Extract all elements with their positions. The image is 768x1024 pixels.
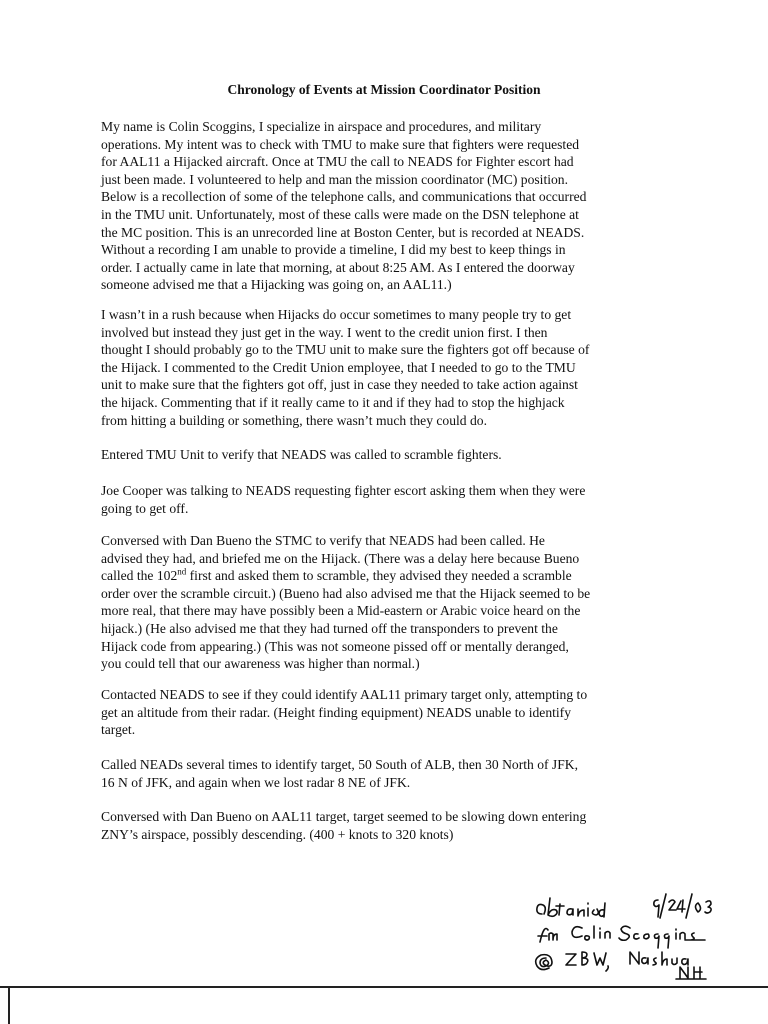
paragraph-line: Called NEADs several times to identify target, 50 South of ALB, then 30 North of JFK,: [101, 757, 578, 772]
paragraph-line: going to get off.: [101, 500, 189, 516]
page-edge-mark: [8, 988, 10, 1024]
paragraph-line: I wasn’t in a rush because when Hijacks do occur sometimes to many people try to get: [101, 307, 572, 322]
paragraph-line: operations. My intent was to check with TMU to make sure that fighters were requested: [101, 136, 580, 152]
paragraph-1: [101, 118, 661, 294]
paragraph-line: Conversed with Dan Bueno the STMC to verify that NEADS had been called. He: [101, 533, 545, 548]
paragraph-8: [101, 808, 661, 843]
page-edge-line: [0, 986, 768, 988]
paragraph-line: 16 N of JFK, and again when we lost radar 8 NE of JFK.: [101, 774, 411, 790]
paragraph-line: the hijack. Commenting that if it really came to it and if they had to stop the highjack: [101, 394, 565, 410]
paragraph-line: Below is a recollection of some of the telephone calls, and communications that occurred: [101, 189, 587, 205]
paragraph-line: Joe Cooper was talking to NEADS requesting fighter escort asking them when they were: [101, 483, 586, 498]
document-title: Chronology of Events at Mission Coordinator Position: [227, 82, 541, 97]
paragraph-line: target.: [101, 722, 136, 738]
paragraph-line: order. I actually came in late that morning, at about 8:25 AM. As I entered the doorway: [101, 259, 575, 275]
paragraph-line: involved but instead they just get in the way. I went to the credit union first. I then: [101, 324, 548, 340]
paragraph-4: [101, 482, 661, 517]
paragraph-line: in the TMU unit. Unfortunately, most of these calls were made on the DSN telephone at: [101, 206, 579, 222]
paragraph-line: hijack.) (He also advised me that they had turned off the transponders to prevent the: [101, 620, 558, 636]
paragraph-line: Hijack code from appearing.) (This was not someone pissed off or mentally deranged,: [101, 638, 569, 654]
paragraph-line: Entered TMU Unit to verify that NEADS was called to scramble fighters.: [101, 447, 502, 462]
paragraph-line: someone advised me that a Hijacking was going on, an AAL11.): [101, 277, 452, 293]
paragraph-line: Conversed with Dan Bueno on AAL11 target, target seemed to be slowing down entering: [101, 809, 587, 824]
paragraph-line: called the 102nd first and asked them to scramble, they advised they needed a scramble: [101, 566, 572, 584]
paragraph-line: My name is Colin Scoggins, I specialize in airspace and procedures, and military: [101, 119, 542, 134]
paragraph-line: ZNY’s airspace, possibly descending. (400 + knots to 320 knots): [101, 826, 454, 842]
paragraph-line: you could tell that our awareness was higher than normal.): [101, 656, 420, 672]
paragraph-line: get an altitude from their radar. (Height finding equipment) NEADS unable to identify: [101, 704, 571, 720]
paragraph-line: advised they had, and briefed me on the Hijack. (There was a delay here because Bueno: [101, 550, 580, 566]
paragraph-line: the Hijack. I commented to the Credit Union employee, that I needed to go to the TMU: [101, 359, 576, 375]
paragraph-line: the MC position. This is an unrecorded line at Boston Center, but is recorded at NEADS.: [101, 224, 585, 240]
paragraph-line: Contacted NEADS to see if they could identify AAL11 primary target only, attempting to: [101, 687, 588, 702]
paragraph-line: just been made. I volunteered to help and man the mission coordinator (MC) position.: [101, 171, 568, 187]
paragraph-line: more real, that there may have possibly been a Mid-eastern or Arabic voice heard on the: [101, 603, 581, 619]
paragraph-line: unit to make sure that the fighters got off, just in case they needed to take action against: [101, 377, 578, 393]
paragraph-line: Without a recording I am unable to provide a timeline, I did my best to keep things in: [101, 242, 566, 258]
paragraph-line: from hitting a building or something, there wasn’t much they could do.: [101, 412, 487, 428]
paragraph-3: [101, 446, 661, 464]
paragraph-6: [101, 686, 661, 739]
paragraph-line: order over the scramble circuit.) (Bueno had also advised me that the Hijack seemed to be: [101, 585, 591, 601]
ordinal-suffix: nd: [177, 566, 187, 577]
paragraph-line: for AAL11 a Hijacked aircraft. Once at TMU the call to NEADS for Fighter escort had: [101, 154, 574, 170]
handwritten-note: [530, 890, 760, 980]
paragraph-2: [101, 306, 661, 429]
paragraph-line: thought I should probably go to the TMU unit to make sure the fighters got off because of: [101, 342, 590, 358]
paragraph-7: [101, 756, 661, 791]
paragraph-5: [101, 532, 661, 673]
